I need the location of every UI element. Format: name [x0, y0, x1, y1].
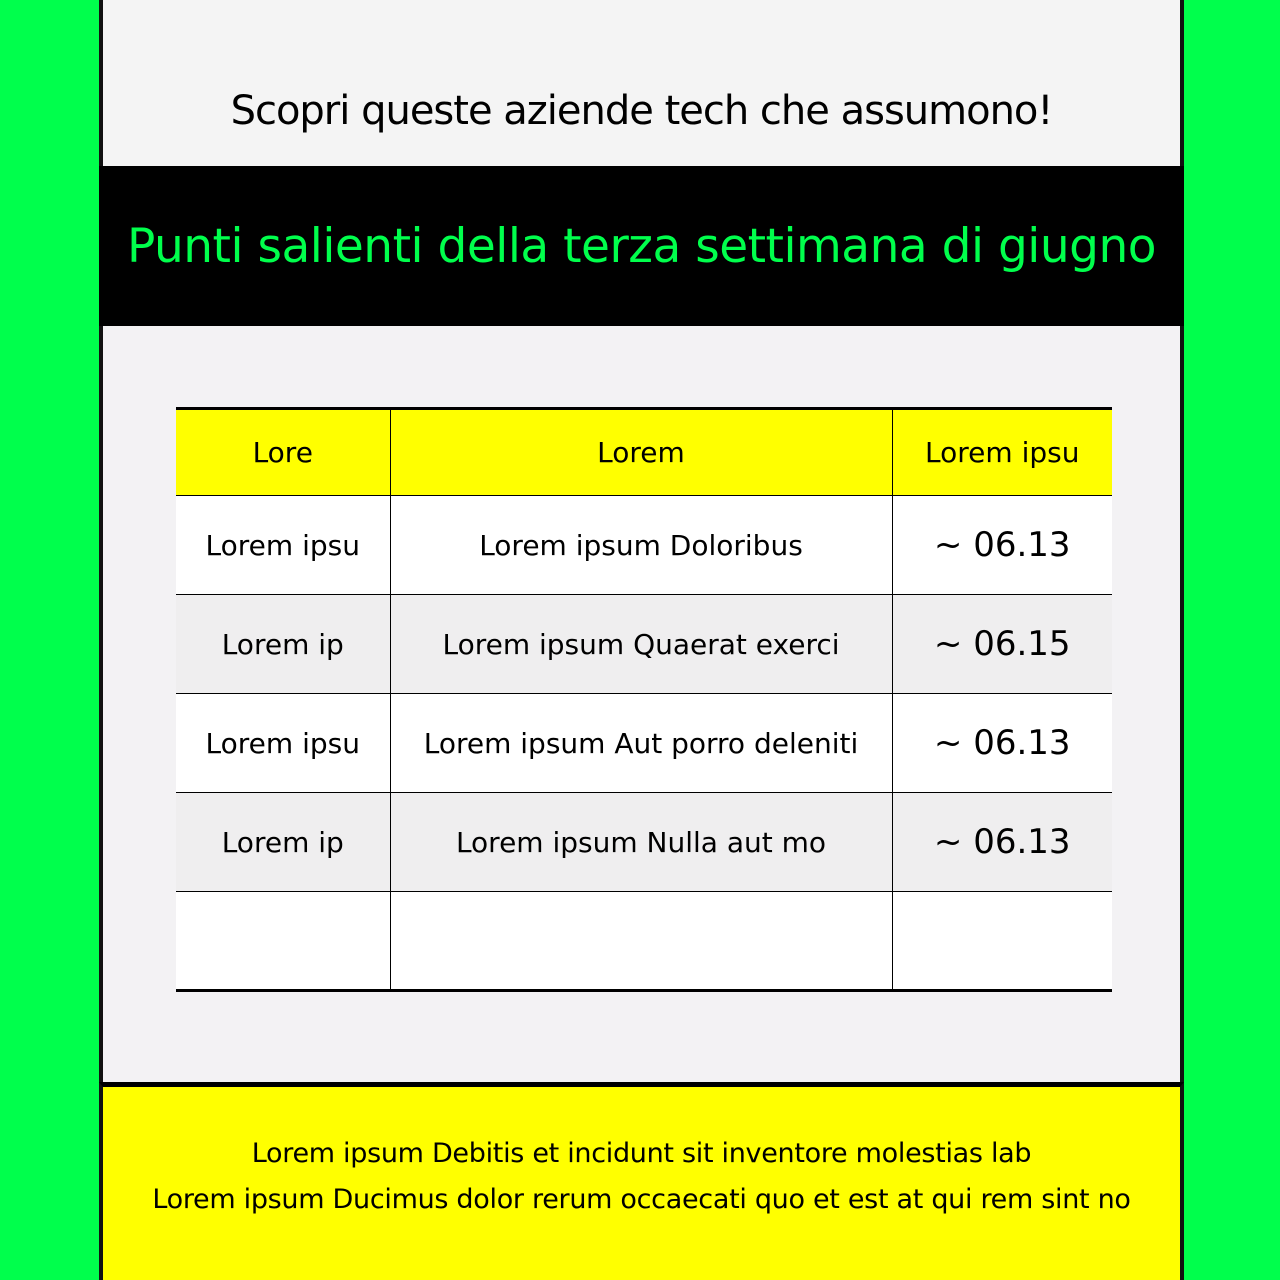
footer-text-line: Lorem ipsum Ducimus dolor rerum occaecati quo et est at qui rem sint no: [152, 1184, 1131, 1215]
table-cell: Lorem ipsu: [176, 694, 390, 793]
page-title: Punti salienti della terza settimana di giugno: [126, 218, 1157, 274]
date-cell: [892, 892, 1112, 991]
table-row: [176, 595, 1112, 694]
date-cell: ~ 06.13: [892, 793, 1112, 892]
table-cell: Lorem ipsum Nulla aut mo: [390, 793, 892, 892]
column-header: Lorem ipsu: [892, 409, 1112, 496]
footer-banner: [99, 1082, 1184, 1280]
date-cell: ~ 06.13: [892, 694, 1112, 793]
table-row: [176, 694, 1112, 793]
table-cell: Lorem ip: [176, 793, 390, 892]
footer-text-line: Lorem ipsum Debitis et incidunt sit inventore molestias lab: [251, 1138, 1032, 1169]
page-subtitle: Scopri queste aziende tech che assumono!: [230, 88, 1053, 134]
content-card: [99, 0, 1184, 1280]
companies-table: [176, 407, 1112, 992]
title-banner: [99, 166, 1184, 326]
table-panel: [103, 326, 1180, 1084]
table-cell: Lorem ip: [176, 595, 390, 694]
table-cell: [390, 892, 892, 991]
table-cell: Lorem ipsu: [176, 496, 390, 595]
table-cell: Lorem ipsum Quaerat exerci: [390, 595, 892, 694]
column-header: Lore: [176, 409, 390, 496]
table-header-row: [176, 409, 1112, 496]
table-row: [176, 496, 1112, 595]
date-cell: ~ 06.15: [892, 595, 1112, 694]
table-cell: [176, 892, 390, 991]
table-cell: Lorem ipsum Aut porro deleniti: [390, 694, 892, 793]
table-row: [176, 793, 1112, 892]
column-header: Lorem: [390, 409, 892, 496]
table-row-empty: [176, 892, 1112, 991]
date-cell: ~ 06.13: [892, 496, 1112, 595]
table-cell: Lorem ipsum Doloribus: [390, 496, 892, 595]
